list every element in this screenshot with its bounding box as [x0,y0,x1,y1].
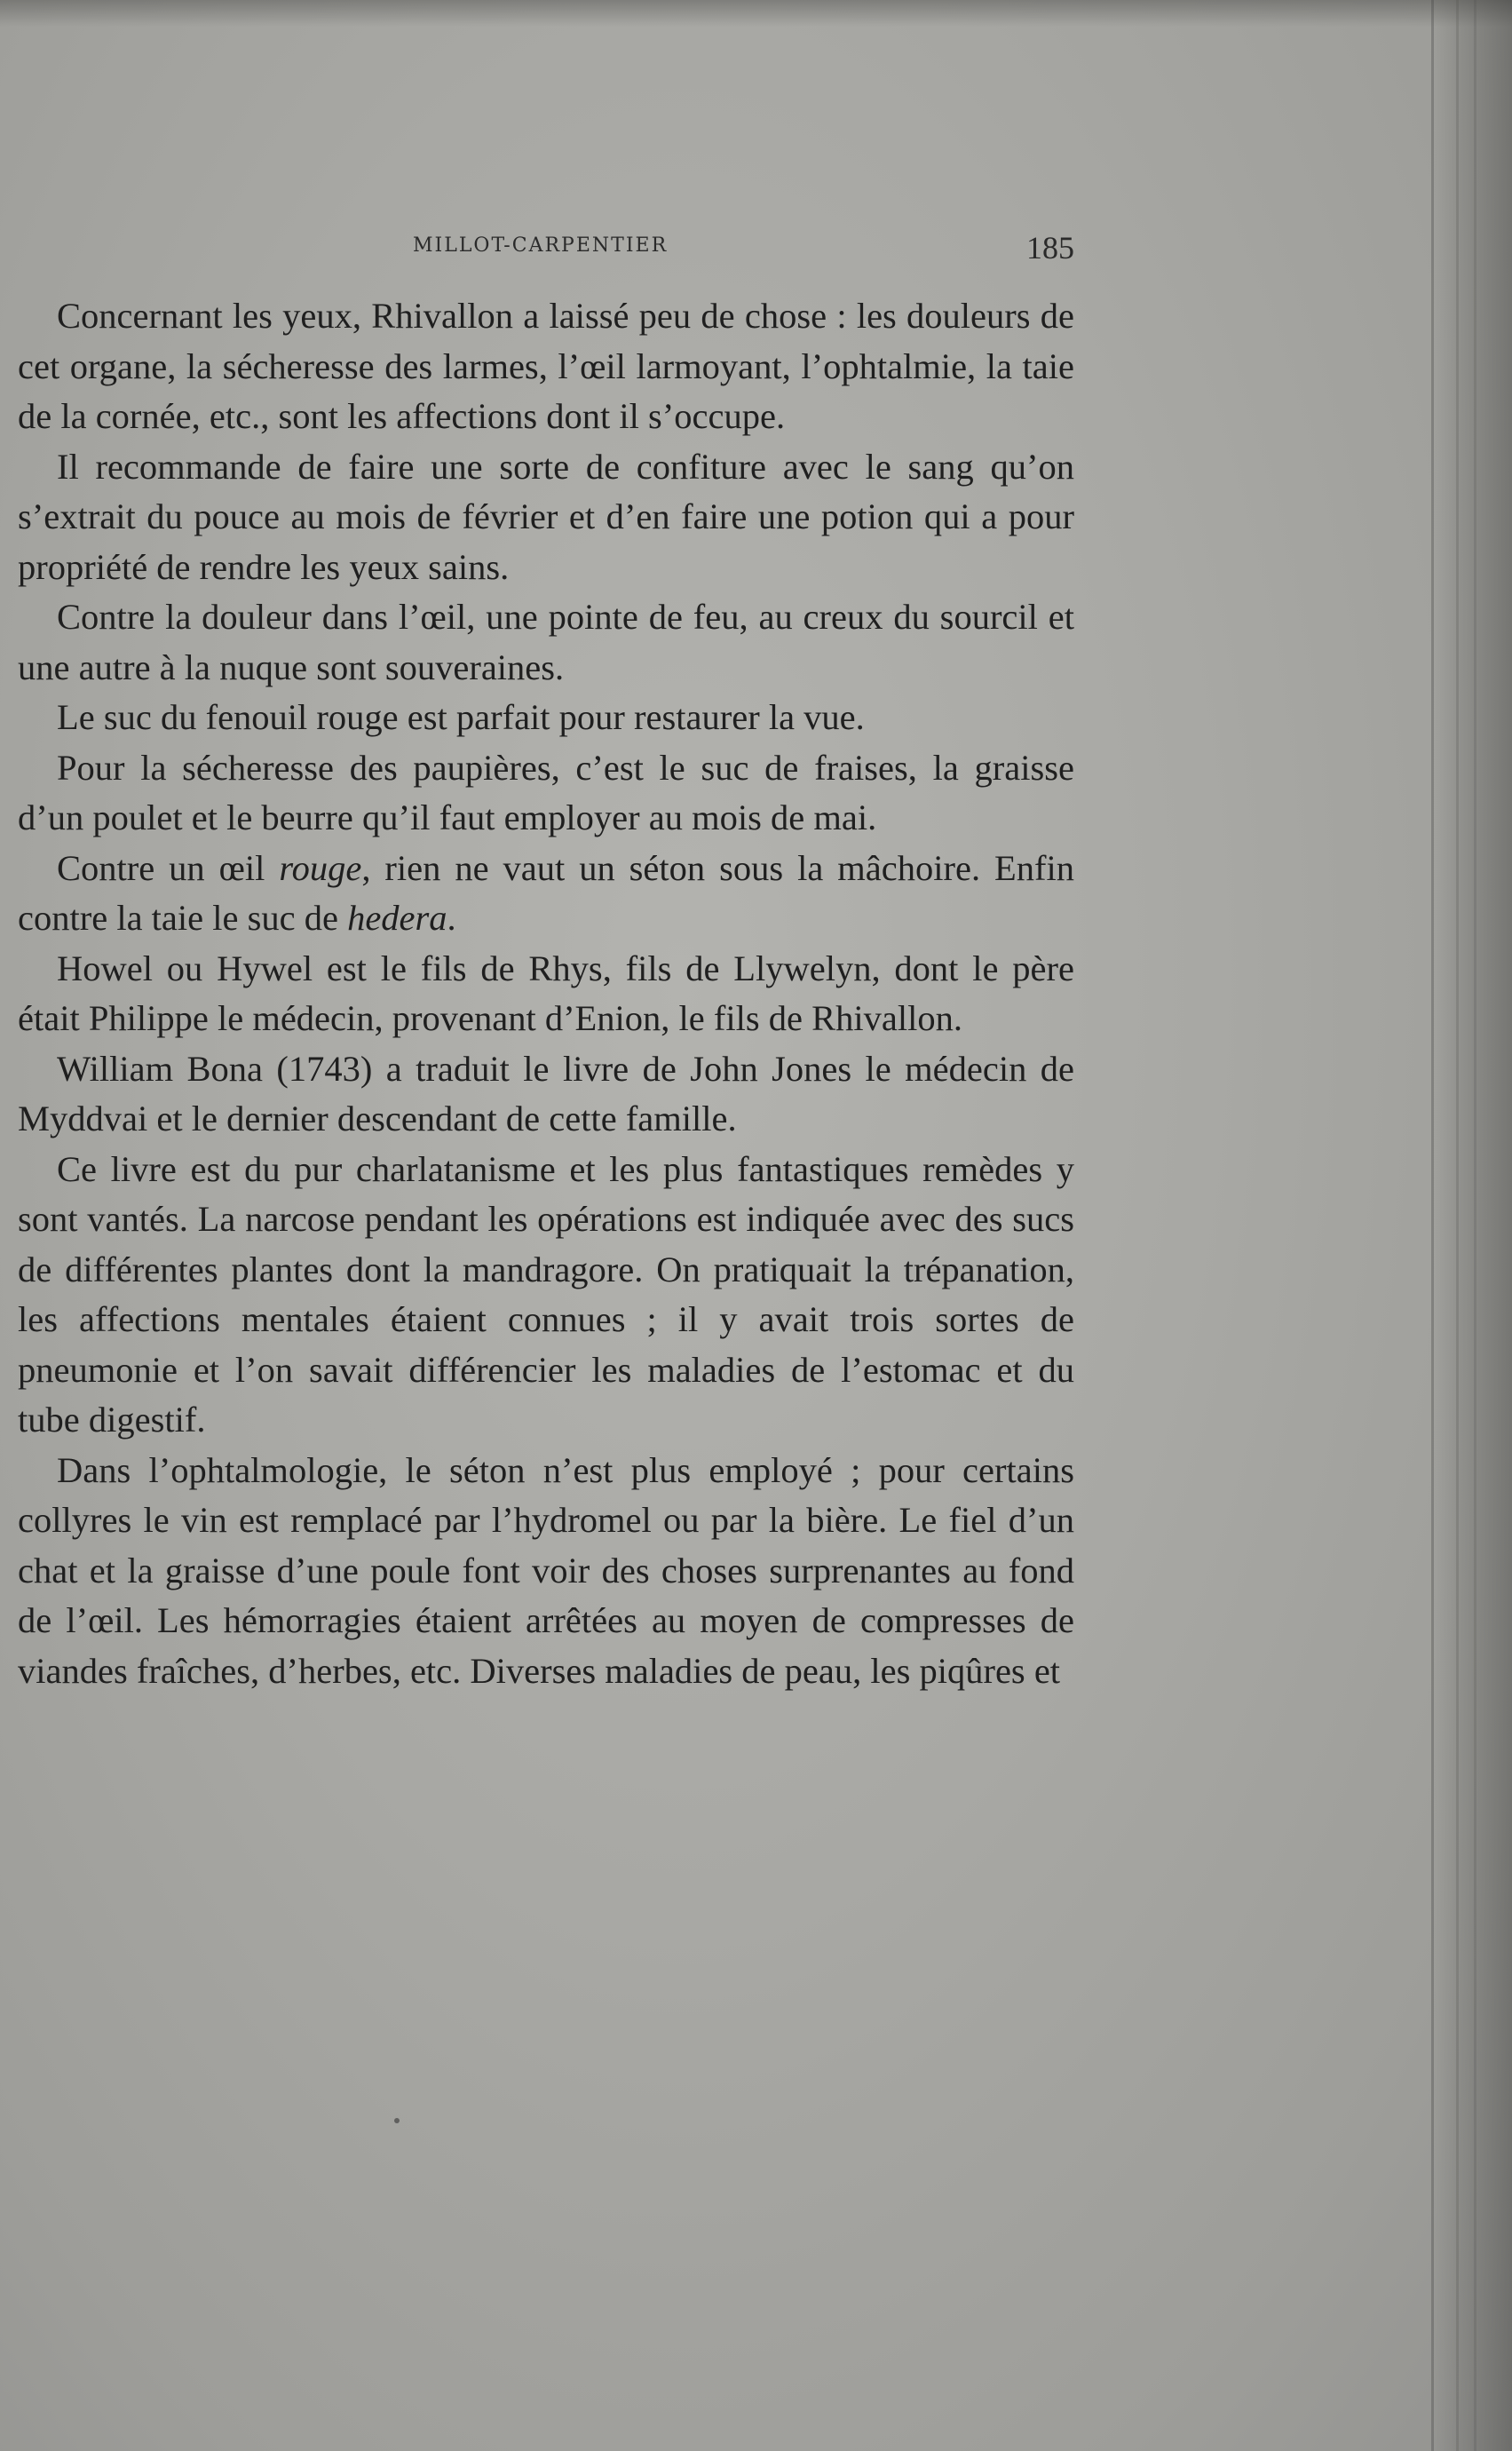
paragraph [18,1145,1074,1446]
page-edge-line [1431,0,1434,2451]
paragraph-text: Contre la douleur dans l’œil, une pointe de feu, au creux du sourcil et une autre à la nuque sont souveraines. [18,597,1074,687]
paragraph [18,844,1074,944]
paragraph-text: Concernant les yeux, Rhivallon a laissé peu de chose : les douleurs de cet organe, la sécheresse des larmes, l’œil larmoyant, l’ophtalmie, la taie de la cornée, etc., sont les affections dont il s’occupe. [18,296,1074,436]
paragraph-text: Howel ou Hywel est le fils de Rhys, fils de Llywelyn, dont le père était Philippe le médecin, provenant d’Enion, le fils de Rhivallon. [18,948,1074,1038]
page-top-shadow [0,0,1512,27]
running-title: MILLOT-CARPENTIER [413,234,669,257]
paragraph [18,693,1074,743]
paragraph [18,291,1074,442]
paragraph [18,1044,1074,1145]
paragraph-text: , rien ne vaut un séton sous la mâchoire. Enfin contre la taie le suc de [18,847,1074,938]
page-edge-line [1456,0,1459,2451]
paragraph-text: Contre un œil [57,847,280,888]
paragraph-text: Ce livre est du pur charlatanisme et les plus fantastiques remèdes y sont vantés. La narcose pendant les opérations est indiquée avec des sucs de différentes plantes dont la mandragore. On pratiquait la trépanation, les affections mentales étaient connues ; il y avait trois sortes de pneumonie et l’on savait différencier les maladies de l’estomac et du tube digestif. [18,1148,1074,1440]
page-number: 185 [1026,230,1074,266]
paragraph-text: . [447,898,456,938]
paragraph-text: Dans l’ophtalmologie, le séton n’est plus employé ; pour certains collyres le vin est remplacé par l’hydromel ou par la bière. Le fiel d’un chat et la graisse d’une poule font voir des choses surprenantes au fond de l’œil. Les hémorragies étaient arrêtées au moyen de compresses de viandes fraîches, d’herbes, etc. Diverses maladies de peau, les piqûres et [18,1449,1074,1691]
paragraph [18,442,1074,593]
italic-text: rouge [279,847,362,888]
scan-speck [394,2118,400,2123]
paragraph-text: Pour la sécheresse des paupières, c’est le suc de fraises, la graisse d’un poulet et le beurre qu’il faut employer au mois de mai. [18,747,1074,837]
running-header [18,229,1074,265]
paragraph [18,944,1074,1044]
paragraph-text: Le suc du fenouil rouge est parfait pour restaurer la vue. [57,697,865,737]
italic-text: hedera [347,898,447,938]
paragraph-text: Il recommande de faire une sorte de confiture avec le sang qu’on s’extrait du pouce au mois de février et d’en faire une potion qui a pour propriété de rendre les yeux sains. [18,446,1074,587]
page-edge-line [1474,0,1476,2451]
paragraph [18,743,1074,844]
paragraph-text: William Bona (1743) a traduit le livre de John Jones le médecin de Myddvai et le dernier descendant de cette famille. [18,1048,1074,1138]
paragraph [18,592,1074,693]
body-text [18,291,1074,1696]
paragraph [18,1446,1074,1697]
page-right-shadow [1432,0,1512,2451]
